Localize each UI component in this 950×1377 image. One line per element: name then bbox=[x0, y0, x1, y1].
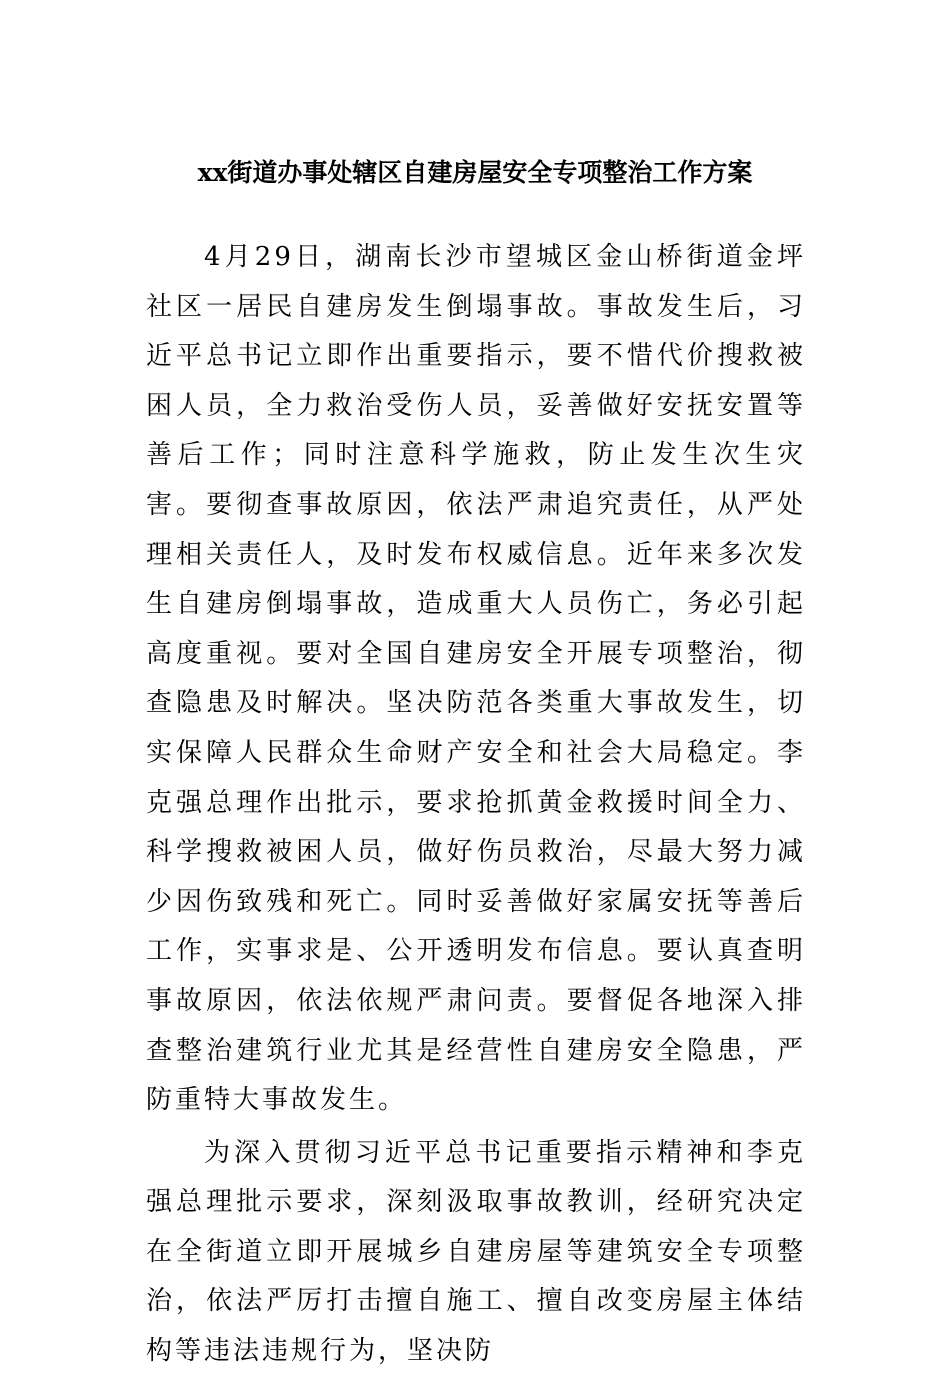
paragraph-1: 4月29日，湖南长沙市望城区金山桥街道金坪社区一居民自建房发生倒塌事故。事故发生后，习近平总书记立即作出重要指示，要不惜代价搜救被困人员，全力救治受伤人员，妥善做好安抚安置等善后工作；同时注意科学施救，防止发生次生灾害。要彻查事故原因，依法严肃追究责任，从严处理相关责任人，及时发布权威信息。近年来多次发生自建房倒塌事故，造成重大人员伤亡，务必引起高度重视。要对全国自建房安全开展专项整治，彻查隐患及时解决。坚决防范各类重大事故发生，切实保障人民群众生命财产安全和社会大局稳定。李克强总理作出批示，要求抢抓黄金救援时间全力、科学搜救被困人员，做好伤员救治，尽最大努力减少因伤致残和死亡。同时妥善做好家属安抚等善后工作，实事求是、公开透明发布信息。要认真查明事故原因，依法依规严肃问责。要督促各地深入排查整治建筑行业尤其是经营性自建房安全隐患，严防重特大事故发生。 bbox=[146, 242, 806, 1116]
document-body bbox=[146, 233, 806, 1377]
paragraph-2: 为深入贯彻习近平总书记重要指示精神和李克强总理批示要求，深刻汲取事故教训，经研究决定在全街道立即开展城乡自建房屋等建筑安全专项整治，依法严厉打击擅自施工、擅自改变房屋主体结构等违法违规行为，坚决防 bbox=[146, 1137, 806, 1367]
document-title: xx街道办事处辖区自建房屋安全专项整治工作方案 bbox=[197, 158, 753, 187]
